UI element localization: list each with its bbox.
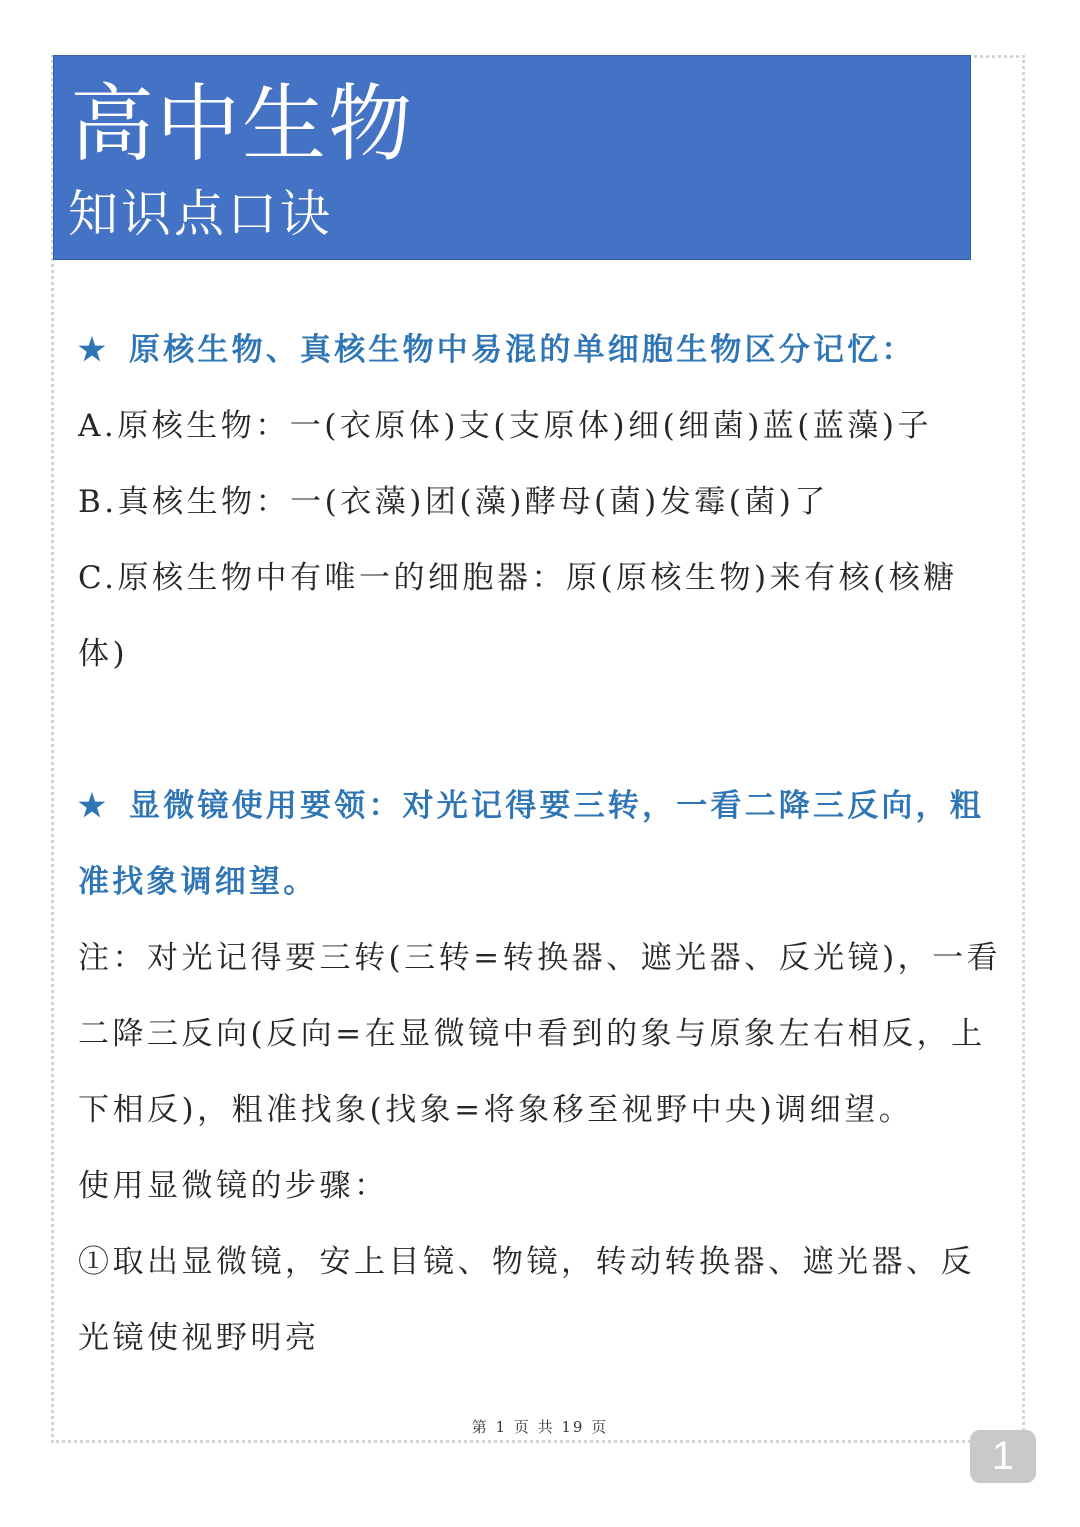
title-banner	[53, 55, 971, 260]
section-heading-continued: 准找象调细望。	[78, 864, 318, 900]
page-title: 高中生物	[70, 75, 415, 173]
body-line: C.原核生物中有唯一的细胞器：原(原核生物)来有核(核糖	[78, 560, 958, 596]
document-content	[78, 312, 1002, 1376]
body-line: 二降三反向(反向=在显微镜中看到的象与原象左右相反，上	[78, 1016, 986, 1052]
body-line: A.原核生物：一(衣原体)支(支原体)细(细菌)蓝(蓝藻)子	[78, 408, 932, 444]
body-line: 体)	[78, 636, 129, 672]
page-number-badge: 1	[970, 1430, 1036, 1483]
star-icon: ★	[78, 788, 109, 824]
body-line: 下相反)，粗准找象(找象=将象移至视野中央)调细望。	[78, 1092, 914, 1128]
section-heading: ★ 显微镜使用要领：对光记得要三转，一看二降三反向，粗	[78, 768, 1002, 844]
body-line: 光镜使视野明亮	[78, 1320, 320, 1356]
section-spacer	[78, 692, 1002, 768]
star-icon: ★	[78, 332, 109, 368]
section-heading: ★ 原核生物、真核生物中易混的单细胞生物区分记忆：	[78, 312, 1002, 388]
body-line: 注：对光记得要三转(三转=转换器、遮光器、反光镜)，一看	[78, 940, 1002, 976]
page-footer: 第 1 页 共 19 页	[471, 1418, 609, 1436]
body-line: B.真核生物：一(衣藻)团(藻)酵母(菌)发霉(菌)了	[78, 484, 829, 520]
page-subtitle: 知识点口诀	[68, 185, 333, 243]
body-line: 使用显微镜的步骤：	[78, 1168, 389, 1204]
body-line: ①取出显微镜，安上目镜、物镜，转动转换器、遮光器、反	[78, 1244, 975, 1280]
